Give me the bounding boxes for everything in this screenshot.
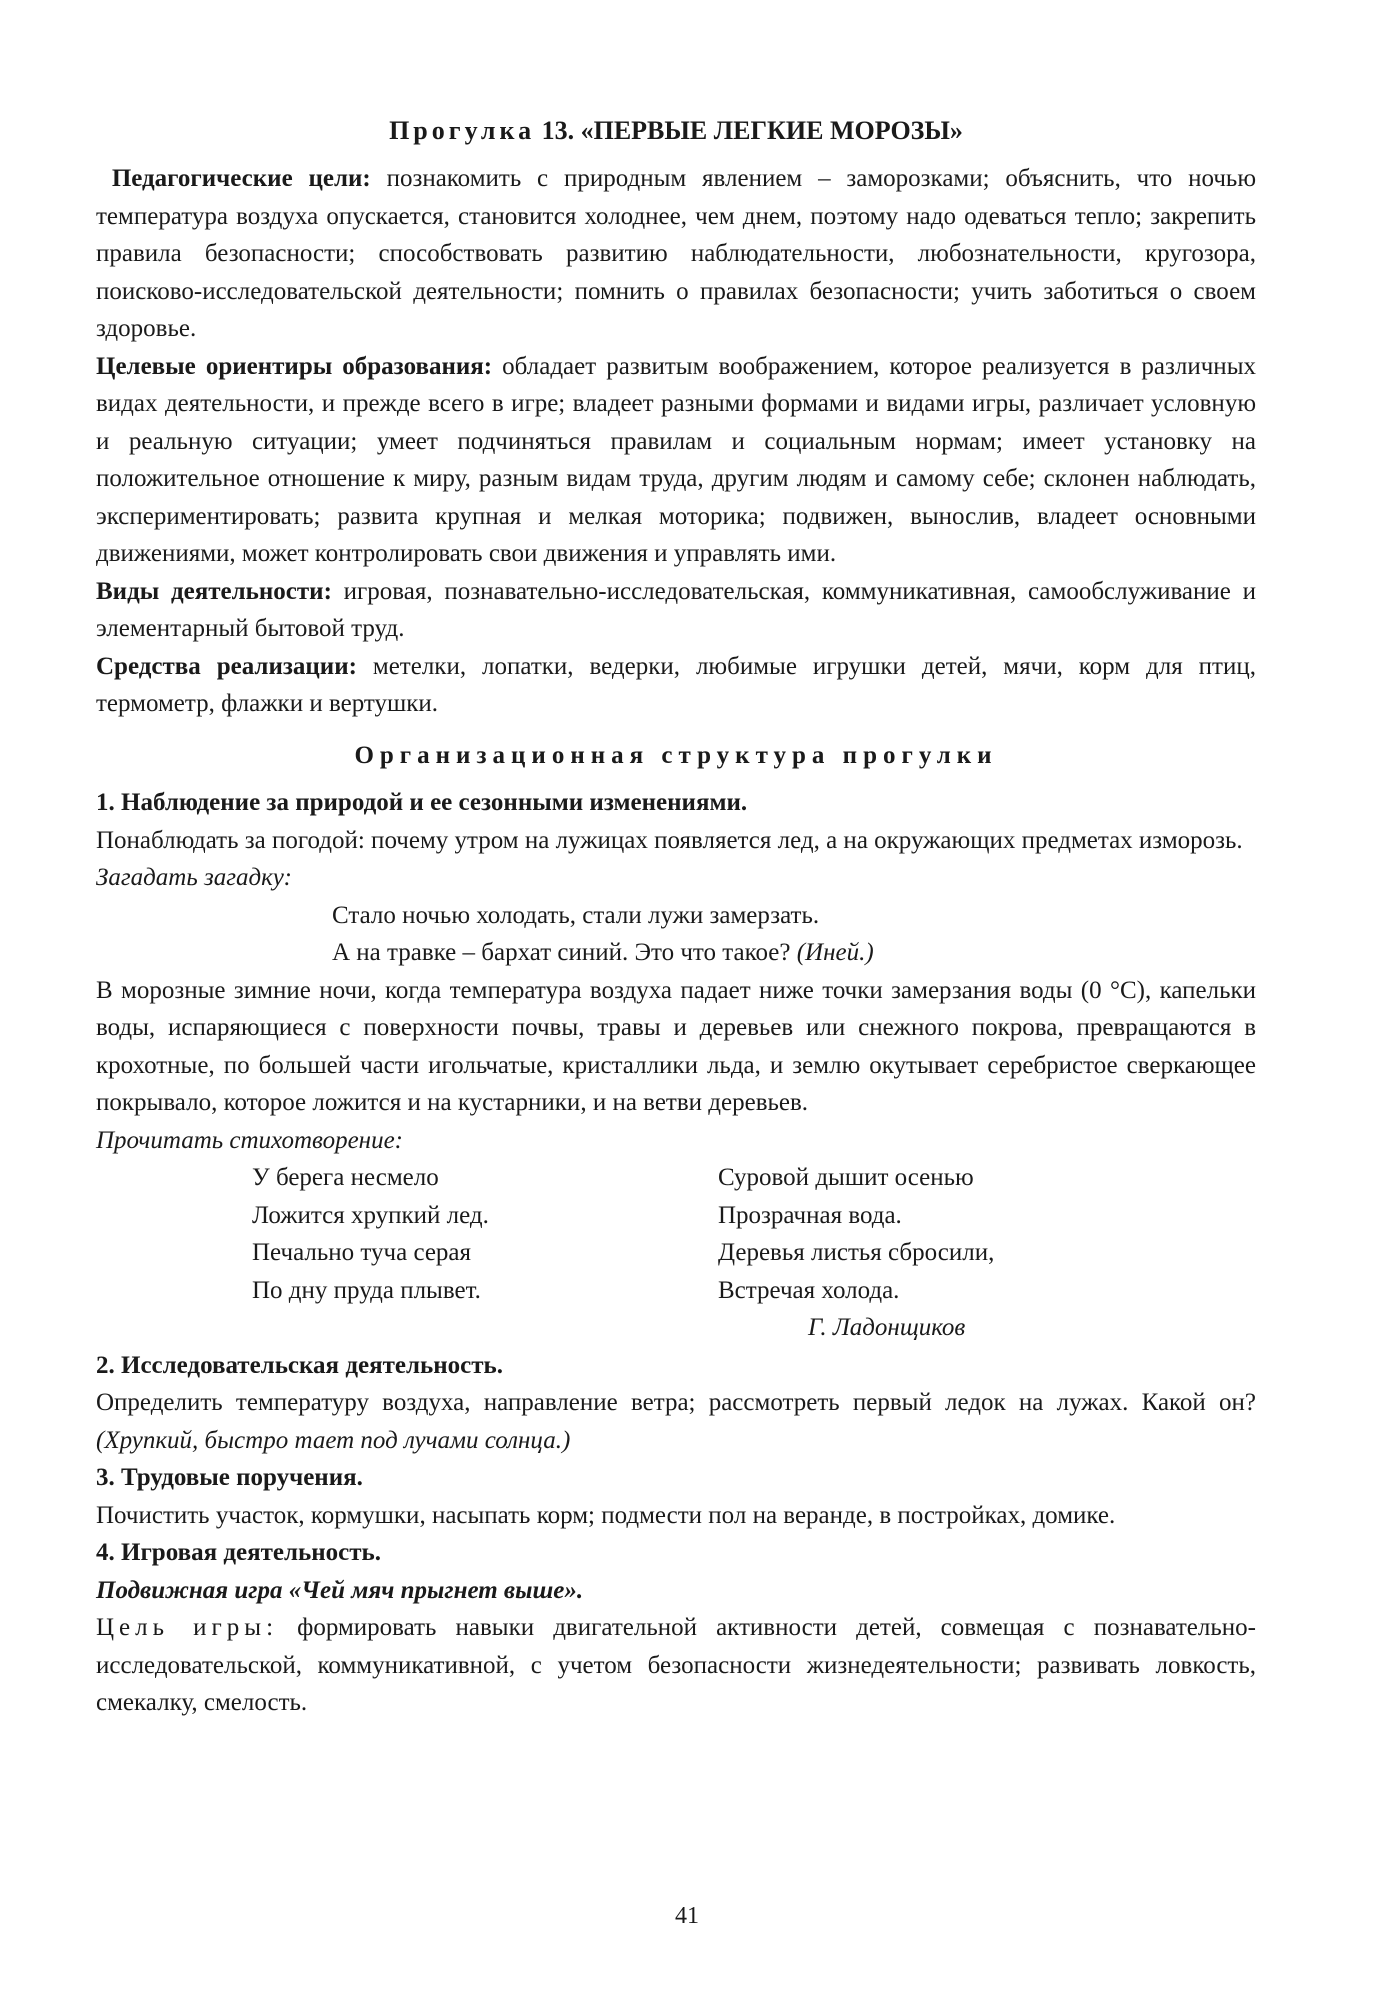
title-number: 13. — [541, 116, 575, 145]
title-prefix: Прогулка — [389, 116, 536, 145]
section2-heading: 2. Исследовательская деятельность. — [96, 1351, 503, 1379]
title-name: «ПЕРВЫЕ ЛЕГКИЕ МОРОЗЫ» — [580, 116, 963, 145]
poem — [96, 1159, 1256, 1309]
targets-text: обладает развитым воображением, которое реализуется в различных видах деятельности, и прежде всего в игре; владеет разными формами и видами игры, различает условную и реальную ситуации; умеет подчиняться правилам и социальным нормам; имеет установку на положительное отношение к миру, разным видам труда, другим людям и самому себе; склонен наблюдать, экспериментировать; развита крупная и мелкая моторика; подвижен, вынослив, владеет основными движениями, может контролировать свои движения и управлять ими. — [96, 352, 1256, 567]
poem-left-column — [252, 1159, 718, 1309]
section3-text: Почистить участок, кормушки, насыпать корм; подмести пол на веранде, в постройках, домике. — [96, 1501, 1116, 1529]
riddle-answer: (Иней.) — [796, 939, 874, 966]
frost-explanation: В морозные зимние ночи, когда температура воздуха падает ниже точки замерзания воды (0 °C), капельки воды, испаряющиеся с поверхности почвы, травы и деревьев или снежного покрова, превращаются в крохотные, по большей части игольчатые, кристаллики льда, и землю окутывает серебристое сверкающее покрывало, которое ложится и на кустарники, и на ветви деревьев. — [96, 976, 1256, 1116]
poem-author: Г. Ладонщиков — [808, 1314, 966, 1341]
activities-label: Виды деятельности: — [96, 577, 332, 605]
poem-line: По дну пруда плывет. — [252, 1276, 481, 1304]
goals-label: Педагогические цели: — [111, 165, 371, 192]
means-label: Средства реализации: — [96, 652, 357, 680]
means-text: метелки, лопатки, ведерки, любимые игрушки детей, мячи, корм для птиц, термометр, флажки и вертушки. — [96, 652, 1256, 717]
game-goal-label: Цель игры: — [96, 1614, 279, 1641]
poem-line: Ложится хрупкий лед. — [252, 1201, 489, 1229]
poem-line: Встречая холода. — [718, 1276, 900, 1304]
activities-paragraph — [96, 573, 1256, 648]
poem-line: У берега несмело — [252, 1164, 439, 1191]
riddle-line-2-text: А на травке – бархат синий. Это что такое? — [332, 939, 791, 966]
poem-right-column — [718, 1159, 1184, 1309]
goals-paragraph — [96, 160, 1256, 348]
section1-heading: 1. Наблюдение за природой и ее сезонными изменениями. — [96, 789, 748, 816]
section1-text: Понаблюдать за погодой: почему утром на лужицах появляется лед, а на окружающих предметах изморозь. — [96, 826, 1243, 854]
means-paragraph — [96, 648, 1256, 723]
targets-paragraph — [96, 348, 1256, 573]
riddle-line-2 — [96, 934, 1256, 972]
page-number: 41 — [675, 1903, 699, 1929]
game-goal — [96, 1609, 1256, 1722]
section2-answer: (Хрупкий, быстро тает под лучами солнца.) — [96, 1426, 571, 1454]
section4-heading: 4. Игровая деятельность. — [96, 1539, 381, 1566]
activities-text: игровая, познавательно-исследовательская, коммуникативная, самообслуживание и элементарный бытовой труд. — [96, 577, 1257, 642]
goals-text: познакомить с природным явлением – заморозками; объяснить, что ночью температура воздуха опускается, становится холоднее, чем днем, поэтому надо одеваться тепло; закрепить правила безопасности; способствовать развитию наблюдательности, любознательности, кругозора, поисково-исследовательской деятельности; помнить о правилах безопасности; учить заботиться о своем здоровье. — [96, 165, 1257, 342]
poem-line: Печально туча серая — [252, 1239, 472, 1266]
game-title-text: Подвижная игра «Чей мяч прыгнет выше». — [96, 1576, 584, 1604]
structure-heading: Организационная структура прогулки — [354, 741, 998, 769]
targets-label: Целевые ориентиры образования: — [96, 352, 493, 380]
poem-line: Суровой дышит осенью — [718, 1164, 974, 1191]
game-title — [96, 1572, 1256, 1610]
poem-line: Деревья листья сбросили, — [718, 1239, 995, 1266]
section2-text-main: Определить температуру воздуха, направление ветра; рассмотреть первый ледок на лужах. Какой он? — [96, 1389, 1256, 1416]
section2-text — [96, 1384, 1256, 1459]
poem-label: Прочитать стихотворение: — [96, 1126, 403, 1154]
poem-line: Прозрачная вода. — [718, 1201, 902, 1229]
riddle-line-1: Стало ночью холодать, стали лужи замерзать. — [332, 901, 820, 929]
game-goal-text: формировать навыки двигательной активности детей, совмещая с познавательно-исследовательской, коммуникативной, с учетом безопасности жизнедеятельности; развивать ловкость, смекалку, смелость. — [96, 1614, 1256, 1716]
section3-heading: 3. Трудовые поручения. — [96, 1464, 363, 1491]
riddle-label: Загадать загадку: — [96, 864, 292, 891]
page-title — [96, 112, 1256, 150]
